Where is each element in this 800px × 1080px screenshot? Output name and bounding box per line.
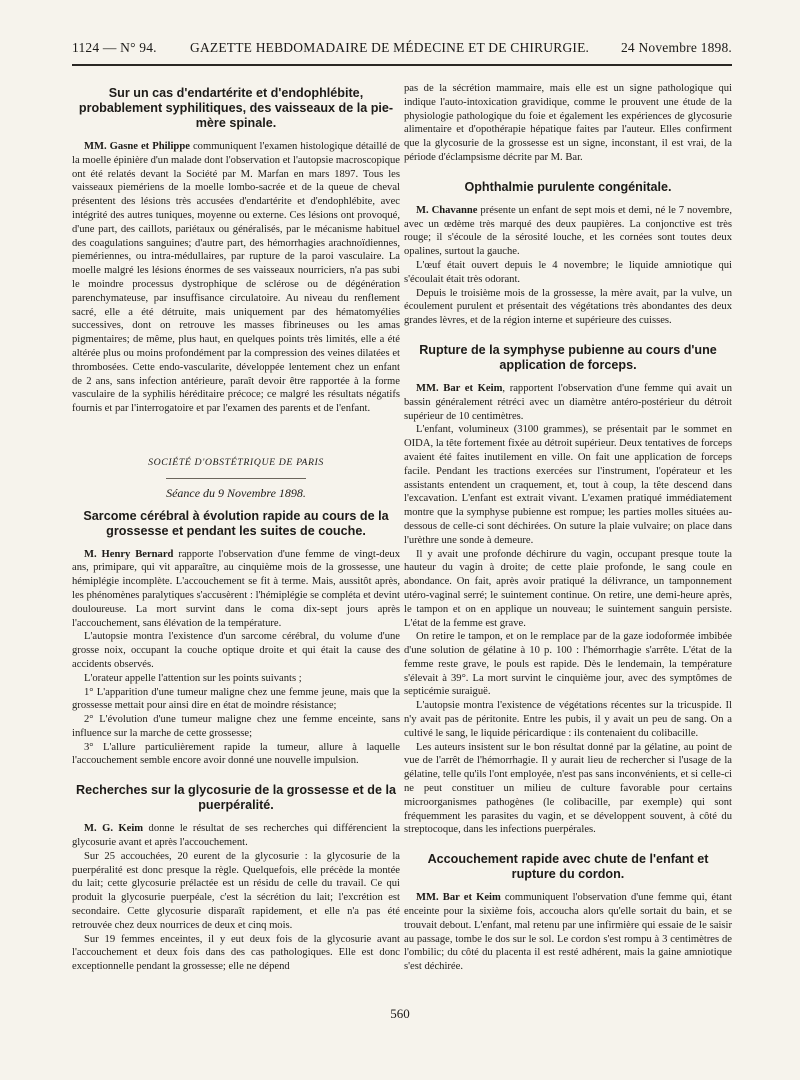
right-column [404,82,732,974]
page-number: 560 [390,1006,410,1021]
article-paragraph: M. Henry Bernard rapporte l'observation d'une femme de vingt-deux ans, primipare, qui vit apparaître, au cinquième mois de la grossesse, une hémiplégie incomplète. L'accouchement se fit à terme. Mais, aussitôt après, les phénomènes paralytiques s'accusèrent : l'hémiplégie se compléta et devint douloureuse. La mort survint dans le coma dix-sept jours après l'accouchement, sans élévation de la température. [72,548,400,629]
article-title: Recherches sur la glycosurie de la grossesse et de la puerpéralité. [76,783,396,813]
session-date: Séance du 9 Novembre 1898. [166,485,306,500]
author-names: MM. Bar et Keim [416,382,503,394]
author-names: MM. Gasne et Philippe [84,141,190,152]
article-paragraph: On retire le tampon, et on le remplace par de la gaze iodoformée imbibée d'une solution de gélatine à 10 p. 100 : l'hémorrhagie s'arrête. L'état de la femme reste grave, le pouls est rapide. Dès le lendemain, la température s'élevait à 39°. La mort survint le cinquième jour, avec des symptômes de septicémie suraiguë. [404,631,732,698]
article-title: Sarcome cérébral à évolution rapide au cours de la grossesse et pendant les suites de couche. [83,508,389,538]
article-paragraph: 3° L'allure particulièrement rapide la tumeur, allure à laquelle l'accouchement semble encore avoir donné une nouvelle impulsion. [72,741,400,767]
article-paragraph: M. G. Keim donne le résultat de ses recherches qui différencient la glycosurie avant et après l'accouchement. [72,823,400,849]
journal-title: GAZETTE HEBDOMADAIRE DE MÉDECINE ET DE CHIRURGIE. [190,40,590,55]
header-rule [72,64,732,66]
society-heading: SOCIÉTÉ D'OBSTÉTRIQUE DE PARIS [148,456,324,468]
article-title: Accouchement rapide avec chute de l'enfant et rupture du cordon. [427,852,709,882]
author-names: MM. Bar et Keim [416,892,501,904]
article-paragraph: pas de la sécrétion mammaire, mais elle est un signe pathologique qui indique l'auto-intoxication gravidique, comme le prouvent une étude de la physiologie pathologique du foie et également les expériences de glycosurie alimentaire et d'opothérapie hépatique faites par l'auteur. Elles confirment que la glycosurie de la grossesse est un signe, inconstant, il est vrai, de la période d'éclampsisme décrite par M. Bar. [404,83,732,163]
article-paragraph: MM. Bar et Keim communiquent l'observation d'une femme qui, étant enceinte pour la sixième fois, accoucha alors qu'elle sortait du bain, et se trouvait debout. L'enfant, mal retenu par une infirmière qui essaie de le saisir au passage, tombe le dos sur le sol. Le cordon s'est rompu à 3 centimètres de l'ombilic; du côté du placenta il est resté adhérent, mais la gaine amniotique s'est déchirée. [404,892,732,973]
article-paragraph: L'orateur appelle l'attention sur les points suivants ; [84,672,302,684]
article-paragraph: Les auteurs insistent sur le bon résultat donné par la gélatine, au point de vue de l'arrêt de l'hémorrhagie. Il y aurait lieu de rechercher si l'usage de la gélatine, telle qu'ils l'ont employée, n'est pas sans inconvénients, et si celle-ci ne peut constituer un milieu de culture favorable pour certains microorganismes pathogènes (le colibacille, par exemple) qui sont fréquemment les parasites du vagin, et se développent souvent, à côté du streptocoque, dans les infections puerpérales. [404,741,732,836]
article-paragraph: MM. Gasne et Philippe communiquent l'examen histologique détaillé de la moelle épinière d'un malade dont l'observation et l'autopsie macroscopique ont été relatés devant la Société par M. Marfan en mars 1897. Tous les vaisseaux piemériens de la moelle lombo-sacrée et de la queue de cheval présentent des lésions très accusées d'endartérite et d'endophlébite, avec intégrité des autres tuniques, moyenne ou externe. Ces lésions ont provoqué, d'une part, des caillots, pariétaux ou généralisés, par le mécanisme habituel des coagulations sanguines; d'autre part, des hémorrhagies arachnoïdiennes, piemériennes, ou intra-médullaires, par rupture de la paroi vasculaire. La moelle malgré les lésions énormes de ses vaisseaux nourriciers, n'a pas subi le moindre processus dystrophique de sclérose ou de dégénération parenchymateuse, par insuffisance circulatoire. Au niveau du renflement sacré, elle a été détruite, mais uniquement par des hématomyélies successives, dont on retrouve les masses fibrineuses ou les amas pigmentaires; de même, plus haut, en quelques points très limités, elle a été altérée plus ou moins profondément par la compression des veines dilatées et thrombosées. Cette endo-vascularite, développée lentement chez un enfant de 2 ans, sans infection antérieure, paraît devoir être rapportée à la forme vasculaire de la syphilis héréditaire précoce; ce malgré les résultats négatifs fournis et par l'interrogatoire et par l'examen des parents et de l'enfant. [72,141,400,415]
article-paragraph: Sur 19 femmes enceintes, il y eut deux fois de la glycosurie avant l'accouchement et deux fois dans des cas pathologiques. Elle est donc exceptionnelle pendant la grossesse; elle ne dépend [72,933,400,973]
author-names: M. Chavanne [416,204,478,216]
article-paragraph: MM. Bar et Keim, rapportent l'observation d'une femme qui avait un bassin généralement rétréci avec un diamètre antéro-postérieur du détroit supérieur de 10 centimètres. [404,382,733,422]
article-paragraph: L'autopsie montra l'existence de végétations récentes sur la tricuspide. Il n'y avait pas de péritonite. Entre les pubis, il y avait un peu de sang. On a cultivé le sang, le liquide péricardique : ils contenaient du colibacille. [404,700,732,739]
article-paragraph: 1° L'apparition d'une tumeur maligne chez une femme jeune, mais que la grossesse mettait pour ainsi dire en état de moindre résistance; [72,686,400,712]
article-paragraph: M. Chavanne présente un enfant de sept mois et demi, né le 7 novembre, avec un œdème très marqué des deux paupières. La conjonctive est très rouge; il s'écoule de la sérosité louche, et les cornées sont toutes deux opalines, surtout la gauche. [404,204,733,258]
issue-date: 24 Novembre 1898. [620,40,732,55]
article-title: Ophthalmie purulente congénitale. [464,179,672,194]
article-paragraph: L'autopsie montra l'existence d'un sarcome cérébral, du volume d'une grosse noix, occupant la couche optique droite et qui était la cause des accidents observés. [72,631,400,670]
page-folio: 1124 — N° 94. [72,40,157,55]
article-paragraph: Depuis le troisième mois de la grossesse, la mère avait, par la vulve, un écoulement purulent et présentait des végétations très abondantes des deux grandes lèvres, et de la région interne et supérieure des cuisses. [404,287,732,327]
article-title: Sur un cas d'endartérite et d'endophlébite, probablement syphilitiques, des vaisseaux de la pie-mère spinale. [78,86,394,130]
author-names: M. Henry Bernard [84,548,174,560]
running-head [72,40,732,62]
article-paragraph: L'enfant, volumineux (3100 grammes), se présentait par le sommet en OIDA, la tête fortement fixée au détroit supérieur. Deux tentatives de forceps avaient été faites inutilement en ville. On fait une application de forceps facile. Pendant les tractions exercées sur l'instrument, l'opérateur et les assistants entendent un craquement, et, tout à coup, la tête descend dans l'excavation. L'enfant est extrait vivant. L'examen pratiqué immédiatement montre que la symphyse pubienne est rompue; les parties molles situées au-dessous de celle-ci sont déchirées. On suture la plaie vulvaire; on place dans l'urèthre une sonde à demeure. [404,424,732,546]
article-title: Rupture de la symphyse pubienne au cours d'une application de forceps. [419,342,717,372]
left-column [72,82,400,974]
article-paragraph: Sur 25 accouchées, 20 eurent de la glycosurie : la glycosurie de la puerpéralité est donc presque la règle. Quelquefois, elle précède la montée du lait; cette glycosurie prélactée est un résidu de celle du travail. Ce qui produit la glycosurie puerpéale, c'est la sécrétion du lait; l'excrétion est secondaire. Cette glycosurie disparaît rapidement, et elle n'a pas été retrouvée chez deux nourrices de deux et cinq mois. [72,850,400,931]
article-paragraph: L'œuf était ouvert depuis le 4 novembre; le liquide amniotique qui s'écoulait était très odorant. [404,259,732,285]
article-paragraph: Il y avait une profonde déchirure du vagin, occupant presque toute la hauteur du vagin à droite; de cette plaie profonde, le sang coule en abondance. On fait, après avoir pratiqué la délivrance, un tamponnement utéro-vaginal serré; le suintement continue. On retire, une demi-heure après, le tampon et on en applique un nouveau; le suintement sanguin persiste. L'état de la femme est grave. [404,548,732,629]
society-rule [166,478,306,479]
article-paragraph: 2° L'évolution d'une tumeur maligne chez une femme enceinte, sans influence sur la marche de cette grossesse; [72,714,400,739]
author-names: M. G. Keim [84,823,144,835]
